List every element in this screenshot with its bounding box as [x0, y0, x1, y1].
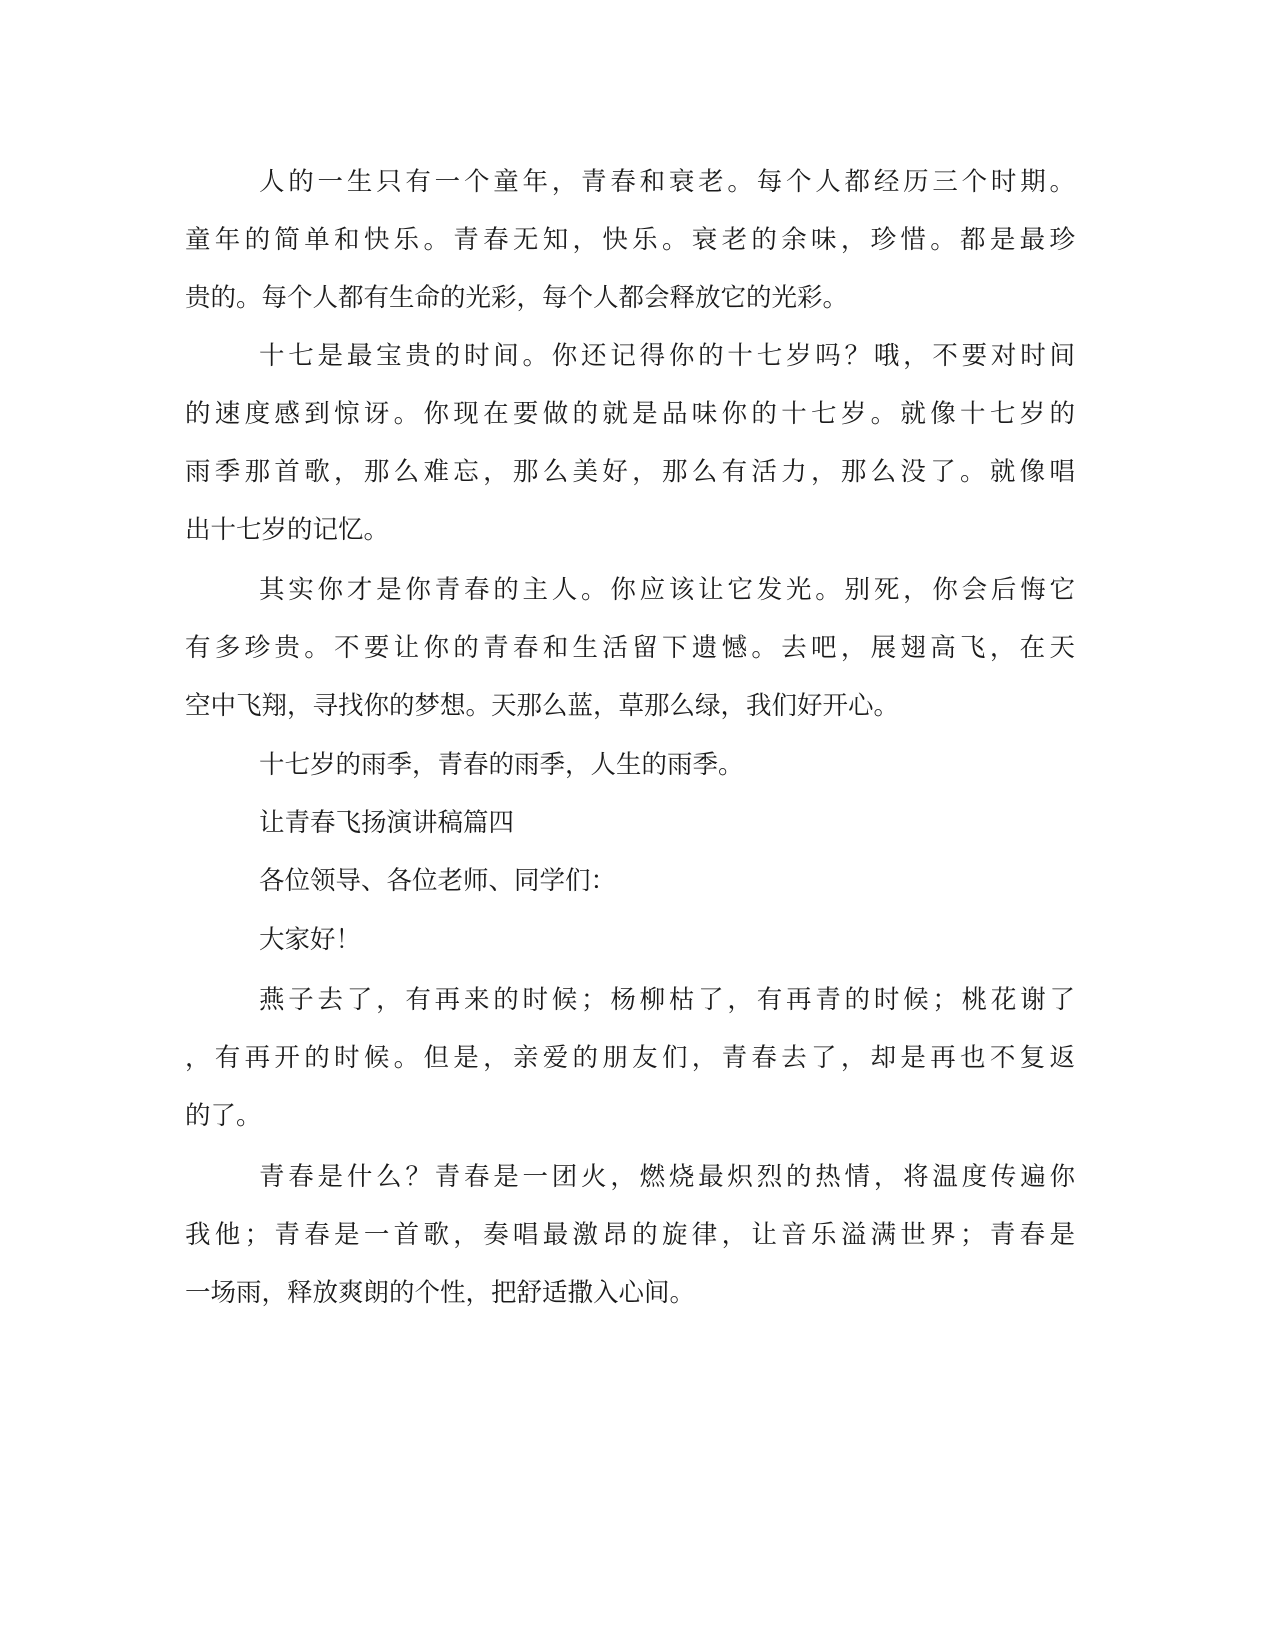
text-line: 十七岁的雨季，青春的雨季，人生的雨季。: [259, 750, 744, 780]
section-heading: 让青春飞扬演讲稿篇四: [259, 808, 515, 838]
text-line: 我他；青春是一首歌，奏唱最激昂的旋律，让音乐溢满世界；青春是: [185, 1220, 1075, 1250]
text-line: 人的一生只有一个童年，青春和衰老。每个人都经历三个时期。: [259, 167, 1075, 197]
text-line: 一场雨，释放爽朗的个性，把舒适撒入心间。: [185, 1278, 696, 1308]
salutation: 各位领导、各位老师、同学们：: [259, 866, 617, 896]
text-line: 童年的简单和快乐。青春无知，快乐。衰老的余味，珍惜。都是最珍: [185, 225, 1075, 255]
text-line: 青春是什么？青春是一团火，燃烧最炽烈的热情，将温度传遍你: [259, 1162, 1075, 1192]
text-line: ，有再开的时候。但是，亲爱的朋友们，青春去了，却是再也不复返: [185, 1043, 1075, 1073]
text-line: 其实你才是你青春的主人。你应该让它发光。别死，你会后悔它: [259, 575, 1075, 605]
text-line: 有多珍贵。不要让你的青春和生活留下遗憾。去吧，展翅高飞，在天: [185, 633, 1075, 663]
text-line: 十七是最宝贵的时间。你还记得你的十七岁吗？哦，不要对时间: [259, 341, 1075, 371]
text-line: 燕子去了，有再来的时候；杨柳枯了，有再青的时候；桃花谢了: [259, 985, 1075, 1015]
text-line: 空中飞翔，寻找你的梦想。天那么蓝，草那么绿，我们好开心。: [185, 691, 900, 721]
text-line: 的了。: [185, 1101, 262, 1131]
text-line: 贵的。每个人都有生命的光彩，每个人都会释放它的光彩。: [185, 283, 849, 313]
greeting: 大家好！: [259, 925, 362, 955]
text-line: 雨季那首歌，那么难忘，那么美好，那么有活力，那么没了。就像唱: [185, 457, 1075, 487]
text-line: 出十七岁的记忆。: [185, 515, 390, 545]
text-line: 的速度感到惊讶。你现在要做的就是品味你的十七岁。就像十七岁的: [185, 399, 1075, 429]
